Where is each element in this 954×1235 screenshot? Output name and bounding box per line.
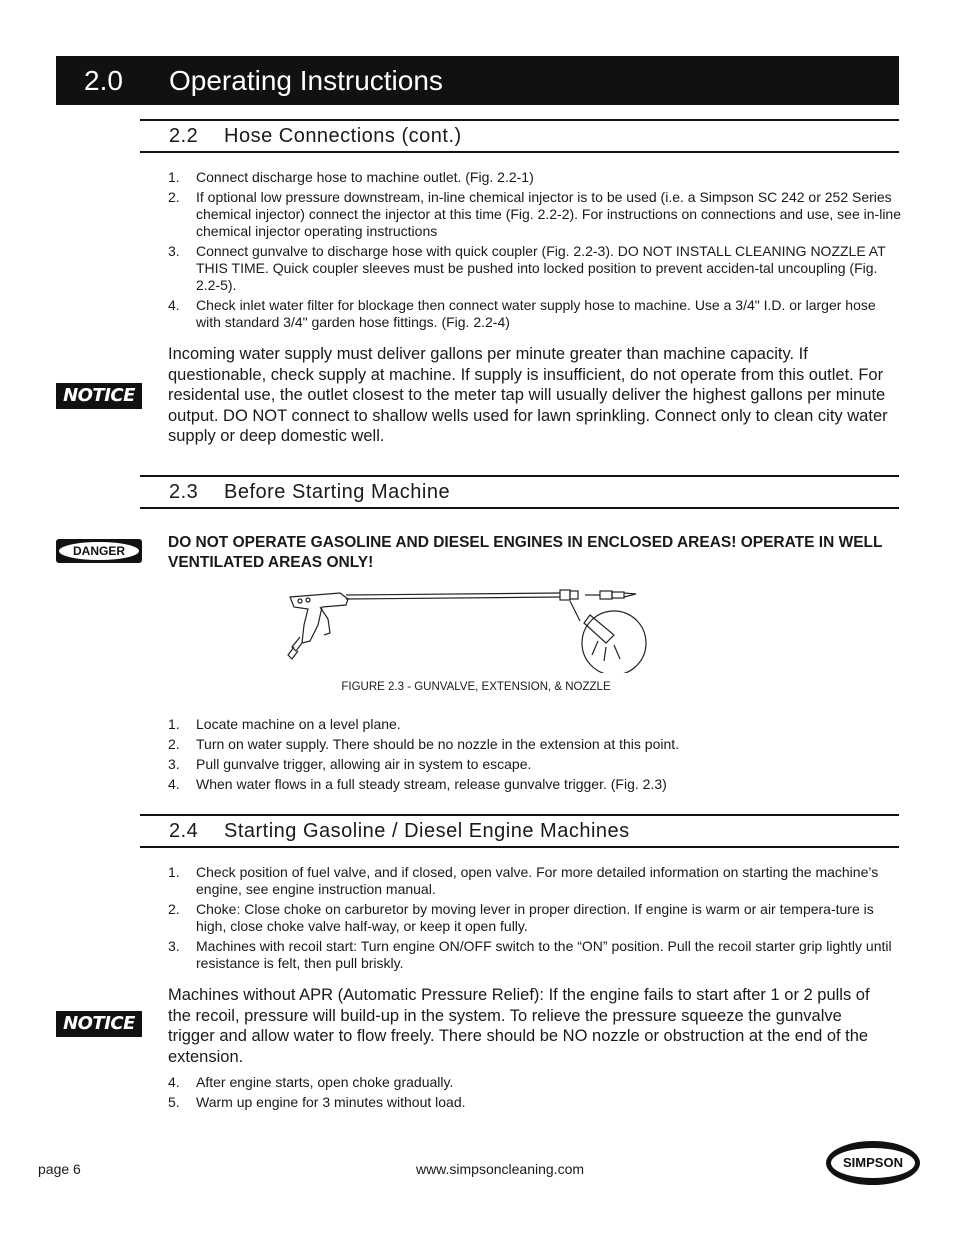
section-heading-2-3 [140,475,899,509]
section-title: Starting Gasoline / Diesel Engine Machines [224,820,630,842]
notice-text: Machines without APR (Automatic Pressure Relief): If the engine fails to start after 1 or 2 pulls of the recoil, pressure will build-up in the system. To relieve the pressure squeeze the gunvalve trigger and allow water to flow freely. There should be NO nozzle or obstruction at the end of the extension. [168,986,870,1066]
section-title: Before Starting Machine [224,481,451,503]
danger-text: DO NOT OPERATE GASOLINE AND DIESEL ENGINES IN ENCLOSED AREAS! OPERATE IN WELL VENTILATED AREAS ONLY! [168,534,883,571]
page-number: page 6 [38,1161,81,1177]
danger-badge [56,539,142,563]
list-item: 3. Connect gunvalve to discharge hose with quick coupler (Fig. 2.2-3). DO NOT INSTALL CLEANING NOZZLE AT THIS TIME. Quick coupler sleeves must be pushed into locked position to prevent acciden-tal uncoupling (Fig. 2.2-5). [168,243,886,293]
section-number: 2.4 [169,820,199,842]
logo-text: SIMPSON [831,1148,915,1178]
section-number: 2.3 [169,481,199,503]
section-number: 2.2 [169,125,199,147]
list-item: 1. Check position of fuel valve, and if closed, open valve. For more detailed information on starting the machine’s engine, see engine instruction manual. [168,864,879,897]
list-item: 2. If optional low pressure downstream, in-line chemical injector is to be used (i.e. a Simpson SC 242 or 252 Series chemical injector) connect the injector at this time (Fig. 2.2-2). For instructions on connections and use, see in-line chemical injector operating instructions [168,189,901,239]
list-item: 4. When water flows in a full steady stream, release gunvalve trigger. (Fig. 2.3) [168,776,667,792]
notice-badge: NOTICE [56,383,142,409]
list-item: 2. Turn on water supply. There should be no nozzle in the extension at this point. [168,736,680,752]
engine-start-steps [168,864,902,975]
section-title: Hose Connections (cont.) [224,125,462,147]
list-item: 4. After engine starts, open choke gradually. [168,1074,454,1090]
hose-connection-steps [168,169,902,334]
chapter-number: 2.0 [84,65,123,96]
list-item: 1. Connect discharge hose to machine outlet. (Fig. 2.2-1) [168,169,534,185]
notice-text: Incoming water supply must deliver gallons per minute greater than machine capacity. If questionable, check supply at machine. If supply is insufficient, do not operate from this outlet. For residental use, the outlet closest to the meter tap will usually deliver the highest gallons per minute output. DO NOT connect to shallow wells used for lawn sprinkling. Connect only to clean city water supply or deep domestic well. [168,345,888,445]
chapter-banner [56,56,899,105]
before-starting-steps [168,716,902,796]
section-heading-2-2 [140,119,899,153]
list-item: 5. Warm up engine for 3 minutes without load. [168,1094,466,1110]
list-item: 3. Machines with recoil start: Turn engine ON/OFF switch to the “ON” position. Pull the recoil starter grip lightly until resistance is felt, then pull briskly. [168,938,892,971]
figure-caption: FIGURE 2.3 - GUNVALVE, EXTENSION, & NOZZLE [341,681,611,693]
list-item: 4. Check inlet water filter for blockage then connect water supply hose to machine. Use a 3/4" I.D. or larger hose with standard 3/4" garden hose fittings. (Fig. 2.2-4) [168,297,876,330]
list-item: 1. Locate machine on a level plane. [168,716,401,732]
gunvalve-illustration [280,585,652,673]
engine-start-steps-continued [168,1074,902,1114]
website-link[interactable]: www.simpsoncleaning.com [415,1161,585,1177]
simpson-logo [826,1141,920,1185]
section-heading-2-4 [140,814,899,848]
list-item: 2. Choke: Close choke on carburetor by moving lever in proper direction. If engine is warm or air tempera-ture is high, close choke valve half-way, or keep it open fully. [168,901,874,934]
danger-label: DANGER [59,542,139,560]
list-item: 3. Pull gunvalve trigger, allowing air in system to escape. [168,756,532,772]
chapter-title: Operating Instructions [169,65,443,96]
notice-badge: NOTICE [56,1011,142,1037]
